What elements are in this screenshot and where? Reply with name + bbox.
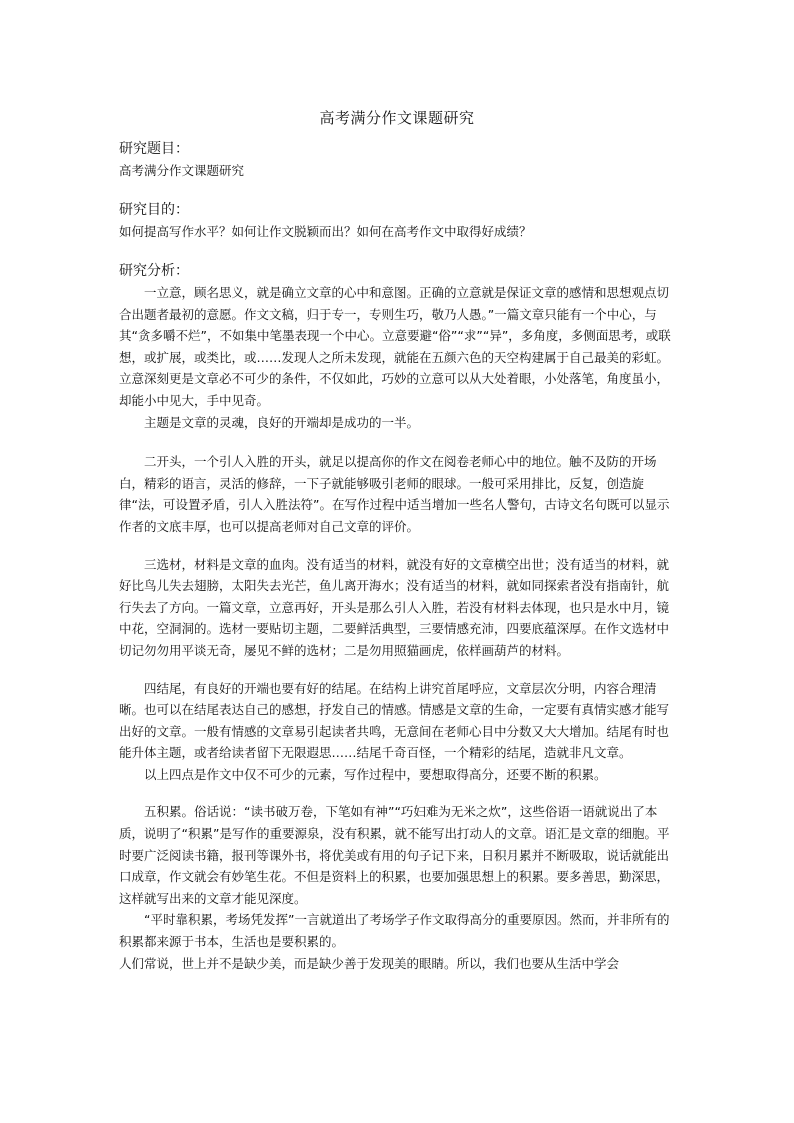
topic-heading: 研究题目： [119, 141, 189, 157]
document-title: 高考满分作文课题研究 [319, 109, 475, 127]
topic-text: 高考满分作文课题研究 [119, 163, 245, 178]
paragraph-theme: 主题是文章的灵魂，良好的开端却是成功的一半。 [144, 414, 420, 430]
paragraph-material: 三选材，材料是文章的血肉。没有适当的材料，就没有好的文章横空出世；没有适当的材料，就好比鸟儿失去翅膀，太阳失去光芒，鱼儿离开海水；没有适当的材料，就如同探索者没有指南针，航行失去了方向。一篇文章，立意再好，开头是那么引人入胜，若没有材料去体现，也只是水中月，镜中花，空洞洞的。选材一要贴切主题，二要鲜活典型，三要情感充沛，四要底蕴深厚。在作文选材中切记勿勿用平谈无奇，屡见不鲜的选材；二是勿用照猫画虎，依样画葫芦的材料。 [119, 556, 670, 658]
paragraph-opening: 二开头，一个引人入胜的开头，就足以提高你的作文在阅卷老师心中的地位。触不及防的开场白，精彩的语言，灵活的修辞，一下子就能够吸引老师的眼球。一般可采用排比，反复，创造旋律“法，可设置矛盾，引人入胜法符”。在写作过程中适当增加一些名人警句，古诗文名句既可以显示作者的文底丰厚，也可以提高老师对自己文章的评价。 [119, 454, 670, 534]
purpose-heading: 研究目的： [119, 202, 189, 218]
spacer [119, 538, 679, 554]
paragraph-accumulation: 五积累。俗话说：“读书破万卷，下笔如有神”“巧妇难为无米之炊”，这些俗语一语就说出了本质，说明了“积累”是写作的重要源泉，没有积累，就不能写出打动人的文章。语汇是文章的细胞。平时要广泛阅读书籍，报刊等课外书，将优美或有用的句子记下来，日积月累并不断吸取，说话就能出口成章，作文就会有妙笔生花。不但是资料上的积累，也要加强思想上的积累。要多善思，勤深思，这样就写出来的文章才能见深度。 [119, 804, 670, 906]
paragraph-summary: 以上四点是作文中仅不可少的元素，写作过程中，要想取得高分，还要不断的积累。 [144, 766, 607, 782]
spacer [119, 433, 679, 451]
document-body [119, 139, 679, 974]
paragraph-conception: 一立意，顾名思义，就是确立文章的心中和意图。正确的立意就是保证文章的感情和思想观点切合出题者最初的意愿。作文文稿，归于专一，专则生巧，敬乃人愚。”一篇文章只能有一个中心，与其“贪多嚼不烂”，不如集中笔墨表现一个中心。立意要避“俗”“求”“异”，多角度，多侧面思考，或联想，或扩展，或类比，或……发现人之所未发现，就能在五颜六色的天空构建属于自己最美的彩虹。立意深刻更是文章必不可少的条件，不仅如此，巧妙的立意可以从大处着眼，小处落笔，角度虽小，却能小中见大，手中见奇。 [119, 285, 671, 408]
spacer [119, 181, 679, 200]
spacer [119, 785, 679, 801]
spacer [119, 662, 679, 678]
paragraph-ending: 四结尾，有良好的开端也要有好的结尾。在结构上讲究首尾呼应，文章层次分明，内容合理清晰。也可以在结尾表达自己的感想，抒发自己的情感。情感是文章的生命，一定要有真情实感才能写出好的文章。一般有情感的文章易引起读者共鸣，无意间在老师心目中分数又大大增加。结尾有时也能升体主题，或者给读者留下无限遐思……结尾千奇百怪，一个精彩的结尾，造就非凡文章。 [119, 680, 670, 761]
paragraph-life: 人们常说，世上并不是缺少美，而是缺少善于发现美的眼睛。所以，我们也要从生活中学会 [119, 955, 620, 971]
spacer [119, 242, 679, 261]
purpose-text: 如何提高写作水平？如何让作文脱颖而出？如何在高考作文中取得好成绩？ [119, 224, 532, 239]
analysis-heading: 研究分析： [119, 263, 189, 279]
paragraph-exam-quote: “平时靠积累，考场凭发挥”一言就道出了考场学子作文取得高分的重要原因。然而，并非所有的积累都来源于书本，生活也是要积累的。 [119, 912, 670, 950]
